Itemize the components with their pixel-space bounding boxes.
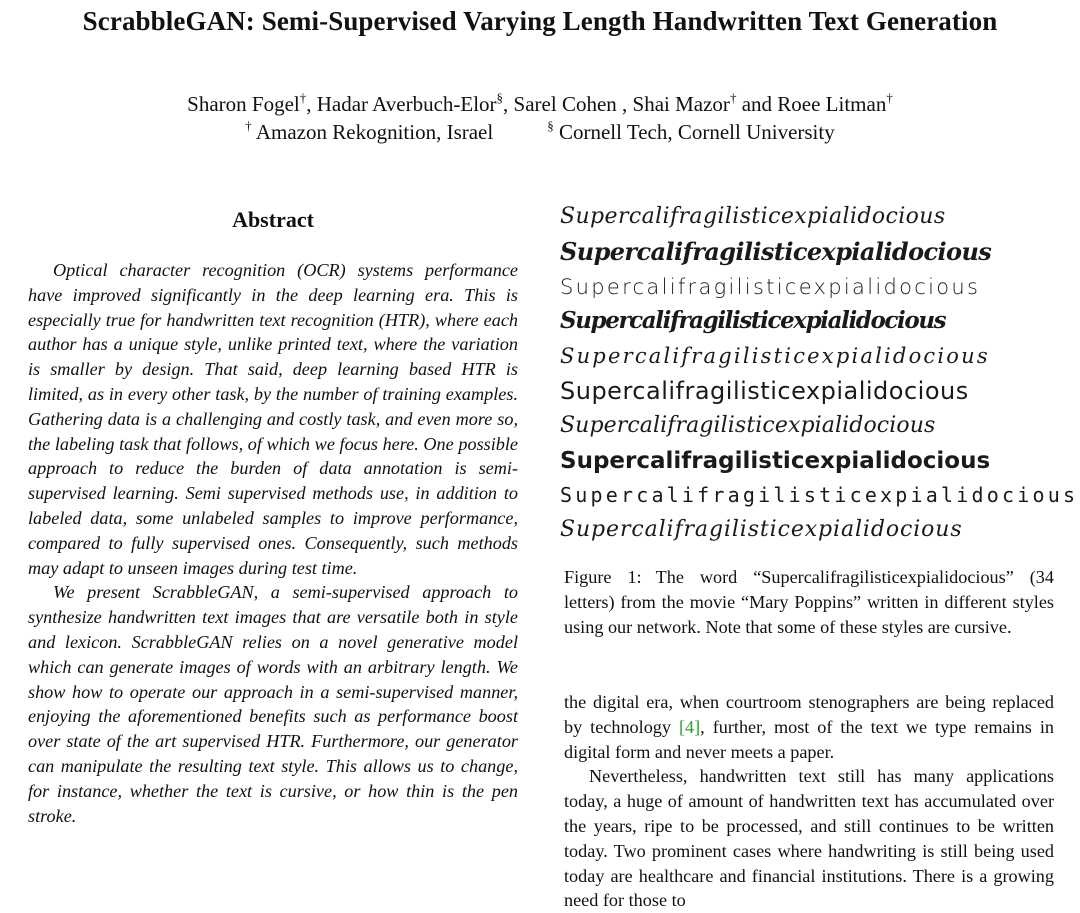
figure-handwriting-samples	[560, 200, 1079, 548]
handwriting-sample: Supercalifragilisticexpialidocious	[560, 307, 946, 335]
abstract-heading: Abstract	[232, 207, 314, 232]
body-paragraph-2: Nevertheless, handwritten text still has many applications today, a huge of amount of handwritten text has accumulated over the years, ripe to be processed, and still continues to be written today. Two prominent cases where handwriting is still being used today are healthcare and financial institutions. There is a growing need for those to	[564, 766, 1054, 911]
handwriting-sample: Supercalifragilisticexpialidocious	[560, 412, 936, 438]
handwriting-sample: Supercalifragilisticexpialidocious	[560, 483, 1079, 508]
figure-caption-label: Figure 1:	[564, 567, 642, 587]
handwriting-sample: Supercalifragilisticexpialidocious	[560, 204, 946, 229]
author: Sharon Fogel†,	[187, 90, 317, 116]
affiliation-amazon: † Amazon Rekognition, Israel	[245, 118, 494, 144]
paper-title: ScrabbleGAN: Semi-Supervised Varying Length Handwritten Text Generation	[82, 6, 998, 36]
handwriting-sample: Supercalifragilisticexpialidocious	[560, 274, 981, 299]
handwriting-sample: Supercalifragilisticexpialidocious	[560, 236, 992, 266]
handwriting-sample: Supercalifragilisticexpialidocious	[560, 447, 991, 474]
abstract-paragraph-1: Optical character recognition (OCR) systems performance have improved significantly in the deep learning era. This is especially true for handwritten text recognition (HTR), where each author has a unique style, unlike printed text, where the variation is smaller by design. That said, deep learning based HTR is limited, as in every other task, by the number of training examples. Gathering data is a challenging and costly task, and even more so, the labeling task that follows, of which we focus here. One possible approach to reduce the burden of data annotation is semi-supervised learning. Semi supervised methods use, in addition to labeled data, some unlabeled samples to improve performance, compared to fully supervised ones. Consequently, such methods may adapt to unseen images during test time.	[28, 260, 518, 578]
handwriting-sample: Supercalifragilisticexpialidocious	[560, 376, 969, 405]
abstract-body	[28, 258, 518, 828]
handwriting-sample: Supercalifragilisticexpialidocious	[560, 517, 963, 543]
handwriting-sample: Supercalifragilisticexpialidocious	[560, 344, 990, 369]
body-paragraph-1: the digital era, when courtroom stenographers are being replaced by technology [4], further, most of the text we type remains in digital form and never meets a paper.	[564, 692, 1054, 762]
body-text	[564, 690, 1054, 913]
figure-caption-text: The word “Supercalifragilisticexpialidocious” (34 letters) from the movie “Mary Poppins” written in different styles using our network. Note that some of these styles are cursive.	[564, 567, 1054, 637]
abstract-paragraph-2: We present ScrabbleGAN, a semi-supervised approach to synthesize handwritten text images that are versatile both in style and lexicon. ScrabbleGAN relies on a novel generative model which can generate images of words with an arbitrary length. We show how to operate our approach in a semi-supervised manner, enjoying the aforementioned benefits such as performance boost over state of the art supervised HTR. Furthermore, our generator can manipulate the resulting text style. This allows us to change, for instance, whether the text is cursive, or how thin is the pen stroke.	[28, 582, 518, 826]
citation-link[interactable]: [4]	[678, 716, 701, 737]
author: Roee Litman†	[777, 90, 893, 116]
author: Hadar Averbuch-Elor§,	[316, 90, 514, 116]
figure-caption	[564, 565, 1054, 639]
affiliation-cornell: § Cornell Tech, Cornell University	[547, 118, 835, 144]
author: Shai Mazor† and	[632, 90, 778, 116]
author-list	[0, 90, 1080, 119]
affiliations	[0, 120, 1080, 145]
author: Sarel Cohen ,	[513, 92, 633, 116]
